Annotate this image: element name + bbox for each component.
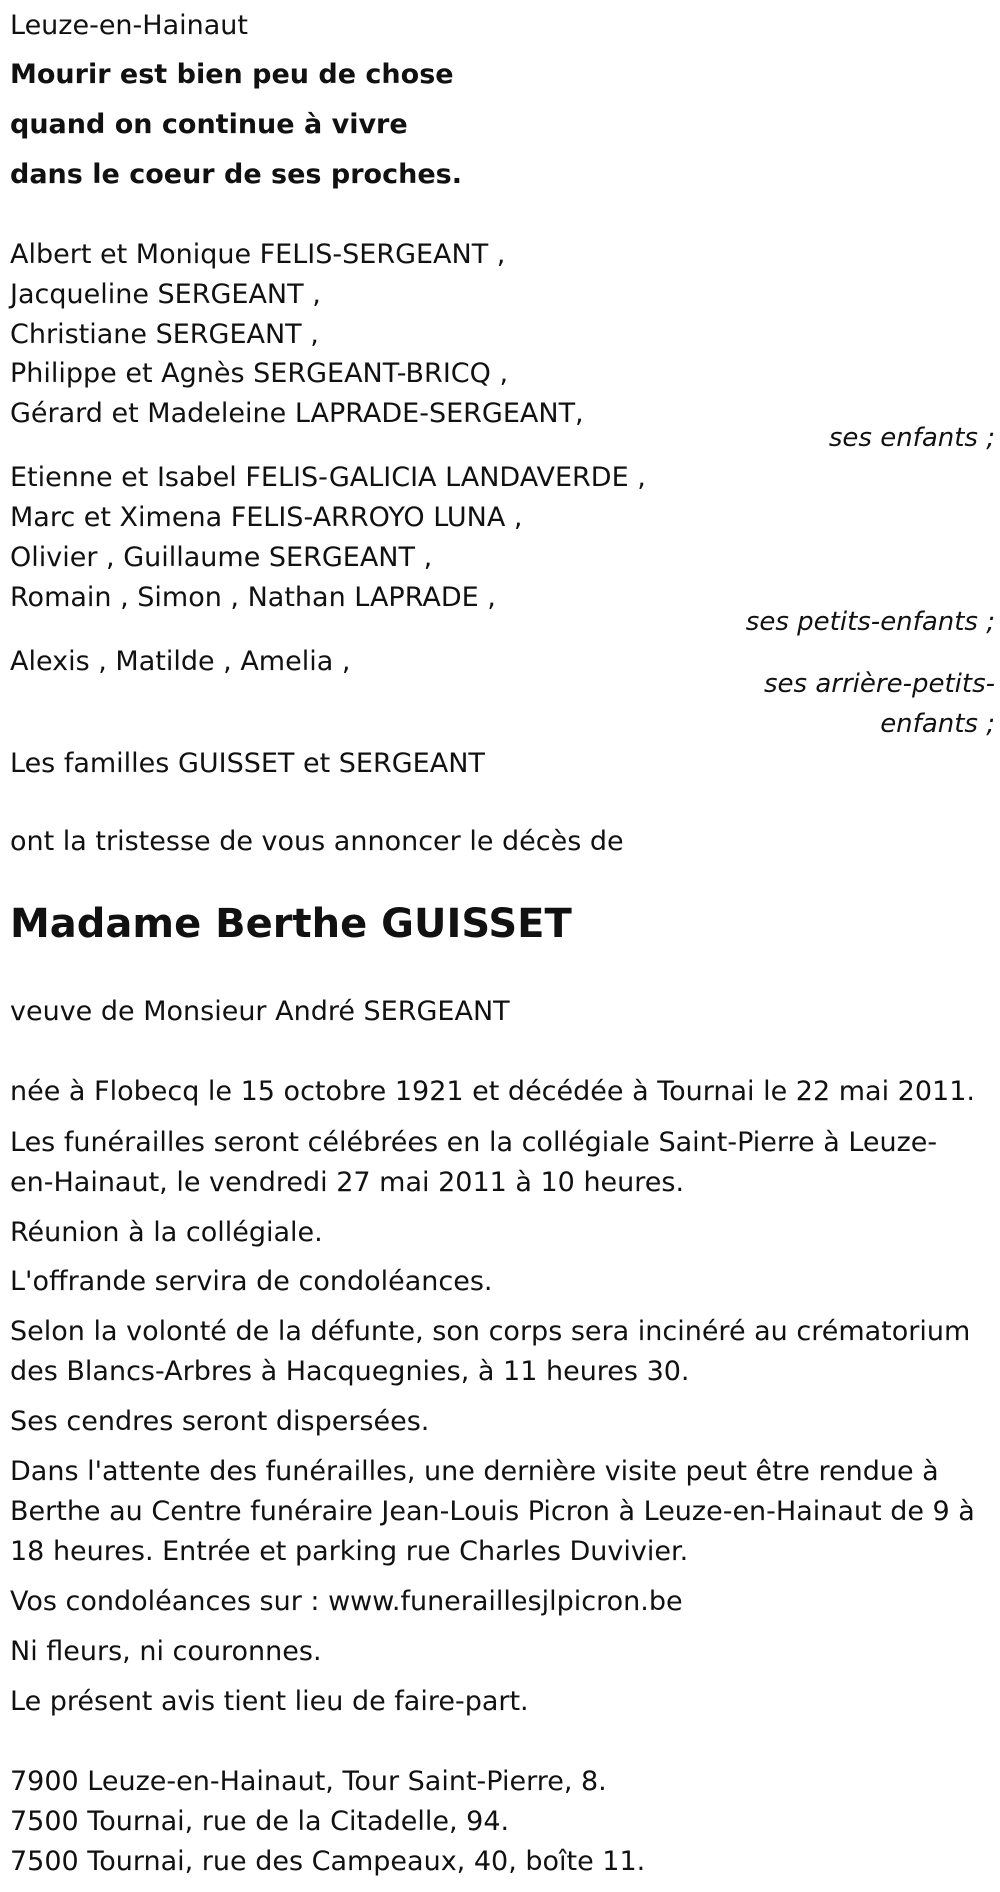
child-name: Christiane SERGEANT , xyxy=(10,319,319,350)
child-name: Jacqueline SERGEANT , xyxy=(10,279,321,310)
detail-line: 18 heures. Entrée et parking rue Charles Duvivier. xyxy=(10,1536,689,1567)
announcement-line: ont la tristesse de vous annoncer le décès de xyxy=(10,826,624,857)
child-name: Philippe et Agnès SERGEANT-BRICQ , xyxy=(10,358,509,389)
great-grandchild-names: Alexis , Matilde , Amelia , xyxy=(10,646,351,677)
detail-line: Berthe au Centre funéraire Jean-Louis Picron à Leuze-en-Hainaut de 9 à xyxy=(10,1496,975,1527)
children-label: ses enfants ; xyxy=(828,423,995,453)
grandchild-name: Olivier , Guillaume SERGEANT , xyxy=(10,542,433,573)
great-grandchildren-label: enfants ; xyxy=(880,709,995,739)
detail-line: Selon la volonté de la défunte, son corps sera incinéré au crématorium xyxy=(10,1316,971,1347)
detail-line: née à Flobecq le 15 octobre 1921 et décédée à Tournai le 22 mai 2011. xyxy=(10,1076,975,1107)
deceased-name: Madame Berthe GUISSET xyxy=(10,901,572,947)
detail-line: Ses cendres seront dispersées. xyxy=(10,1406,430,1437)
detail-line: des Blancs-Arbres à Hacquegnies, à 11 heures 30. xyxy=(10,1356,690,1387)
detail-line: Les funérailles seront célébrées en la collégiale Saint-Pierre à Leuze- xyxy=(10,1127,938,1158)
great-grandchildren-label: ses arrière-petits- xyxy=(764,669,995,699)
quote-line: dans le coeur de ses proches. xyxy=(10,159,462,190)
grandchild-name: Romain , Simon , Nathan LAPRADE , xyxy=(10,582,496,613)
grandchild-name: Marc et Ximena FELIS-ARROYO LUNA , xyxy=(10,502,523,533)
detail-line: Dans l'attente des funérailles, une dernière visite peut être rendue à xyxy=(10,1456,939,1487)
detail-line: Ni fleurs, ni couronnes. xyxy=(10,1636,322,1667)
grandchild-name: Etienne et Isabel FELIS-GALICIA LANDAVERDE , xyxy=(10,462,646,493)
address-line: 7900 Leuze-en-Hainaut, Tour Saint-Pierre, 8. xyxy=(10,1766,607,1797)
detail-line: en-Hainaut, le vendredi 27 mai 2011 à 10 heures. xyxy=(10,1167,685,1198)
child-name: Gérard et Madeleine LAPRADE-SERGEANT, xyxy=(10,398,584,429)
detail-line: Le présent avis tient lieu de faire-part. xyxy=(10,1686,529,1717)
detail-line: L'offrande servira de condoléances. xyxy=(10,1266,493,1297)
address-line: 7500 Tournai, rue des Campeaux, 40, boîte 11. xyxy=(10,1846,646,1877)
detail-line: Réunion à la collégiale. xyxy=(10,1217,323,1248)
quote-line: Mourir est bien peu de chose xyxy=(10,59,454,90)
location-header: Leuze-en-Hainaut xyxy=(10,10,248,41)
families-line: Les familles GUISSET et SERGEANT xyxy=(10,748,485,779)
grandchildren-label: ses petits-enfants ; xyxy=(745,607,995,637)
widow-of-line: veuve de Monsieur André SERGEANT xyxy=(10,996,510,1027)
quote-line: quand on continue à vivre xyxy=(10,109,408,140)
condolences-line: Vos condoléances sur : www.funeraillesjlpicron.be xyxy=(10,1586,683,1617)
address-line: 7500 Tournai, rue de la Citadelle, 94. xyxy=(10,1806,510,1837)
child-name: Albert et Monique FELIS-SERGEANT , xyxy=(10,239,506,270)
